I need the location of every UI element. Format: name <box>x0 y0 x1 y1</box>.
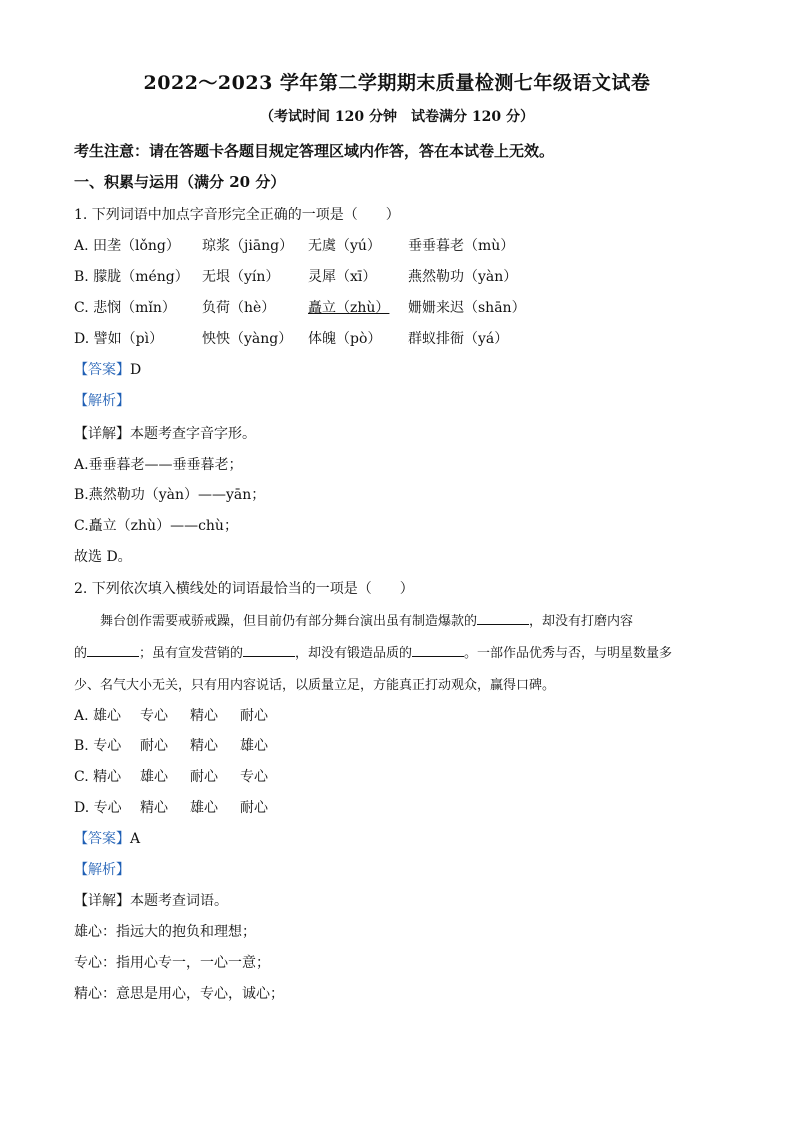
exam-title: 2022～2023 学年第二学期期末质量检测七年级语文试卷 <box>143 72 651 94</box>
q2-passage-text: ，却没有锻造品质的 <box>295 646 413 661</box>
q2-option-b-word3: 精心 <box>190 738 218 754</box>
q2-option-c-word2: 雄心 <box>140 769 168 785</box>
q2-detail <box>74 890 228 910</box>
q2-blank-3[interactable] <box>243 644 295 657</box>
q2-option-a-word3: 精心 <box>190 708 218 724</box>
q2-answer-value: A <box>130 831 141 847</box>
q2-passage-text: 的 <box>74 646 88 661</box>
q1-option-d-word3: 体魄（pò） <box>308 331 382 347</box>
q1-option-b-word1: B. 朦胧（méng） <box>74 269 189 285</box>
q1-option-c-word2: 负荷（hè） <box>202 300 276 316</box>
q1-option-d-word4: 群蚁排衙（yá） <box>408 331 509 347</box>
section-heading: 一、积累与运用（满分 20 分） <box>74 173 286 191</box>
q1-note-b: B.燕然勒功（yàn）——yān； <box>74 487 266 503</box>
q2-analysis-tag <box>74 859 130 879</box>
q2-note-3: 精心：意思是用心，专心，诚心； <box>74 986 284 1002</box>
q1-option-c-word3: 矗立（zhù） <box>308 300 390 316</box>
q2-blank-2[interactable] <box>87 644 139 657</box>
q1-detail-text: 本题考查字音字形。 <box>130 426 256 442</box>
q2-option-c-word1: C. 精心 <box>74 769 122 785</box>
q1-note-a: A.垂垂暮老——垂垂暮老； <box>74 457 243 473</box>
exam-notice: 考生注意：请在答题卡各题目规定答理区域内作答，答在本试卷上无效。 <box>74 142 555 160</box>
q2-detail-text: 本题考查词语。 <box>130 893 228 909</box>
q2-blank-1[interactable] <box>477 612 529 625</box>
q2-answer-tag: 【答案】 <box>74 831 130 847</box>
q1-option-b-word3: 灵犀（xī） <box>308 269 377 285</box>
q1-option-d-word2: 怏怏（yàng） <box>202 331 293 347</box>
q1-option-a-word4: 垂垂暮老（mù） <box>408 238 515 254</box>
q1-answer-tag: 【答案】 <box>74 362 130 378</box>
q2-option-a-word4: 耐心 <box>240 708 268 724</box>
q2-option-b-word1: B. 专心 <box>74 738 122 754</box>
q1-option-a-word1: A. 田垄（lǒng） <box>74 238 180 254</box>
q2-option-c-word3: 耐心 <box>190 769 218 785</box>
q1-option-d-word1: D. 譬如（pì） <box>74 331 164 347</box>
q2-option-d-word2: 精心 <box>140 800 168 816</box>
q1-answer <box>74 359 141 379</box>
q2-passage-line1 <box>74 610 750 629</box>
q2-note-1: 雄心：指远大的抱负和理想； <box>74 924 256 940</box>
q1-analysis-tag <box>74 390 130 410</box>
q1-detail <box>74 423 256 443</box>
q1-detail-tag: 【详解】 <box>74 426 130 442</box>
q2-answer <box>74 828 140 848</box>
q1-option-a-word3: 无虞（yú） <box>308 238 381 254</box>
exam-subtitle: （考试时间 120 分钟 试卷满分 120 分） <box>260 109 534 125</box>
q2-passage-line3: 少、名气大小无关，只有用内容说话，以质量立足，方能真正打动观众，赢得口碑。 <box>74 678 556 693</box>
q1-option-c-word4: 姗姗来迟（shān） <box>408 300 526 316</box>
q2-option-a-word1: A. 雄心 <box>74 708 122 724</box>
q2-option-b-word4: 雄心 <box>240 738 268 754</box>
q2-blank-4[interactable] <box>412 644 464 657</box>
q2-passage-text: ；虽有宣发营销的 <box>139 646 244 661</box>
q2-note-2: 专心：指用心专一，一心一意； <box>74 955 270 971</box>
q1-option-c-word1: C. 悲悯（mǐn） <box>74 300 176 316</box>
q1-note-c: C.矗立（zhù）——chù； <box>74 518 238 534</box>
q1-answer-value: D <box>130 362 142 378</box>
q2-analysis-label: 【解析】 <box>74 862 130 878</box>
q2-option-a-word2: 专心 <box>140 708 168 724</box>
q1-conclusion: 故选 D。 <box>74 549 132 565</box>
q2-passage-text: 。一部作品优秀与否，与明星数量多 <box>464 646 673 661</box>
q2-option-b-word2: 耐心 <box>140 738 168 754</box>
q1-option-b-word2: 无垠（yín） <box>202 269 280 285</box>
q2-option-c-word4: 专心 <box>240 769 268 785</box>
q2-passage-text: ，却没有打磨内容 <box>529 614 634 629</box>
q2-option-d-word1: D. 专心 <box>74 800 122 816</box>
q2-stem: 2. 下列依次填入横线处的词语最恰当的一项是（ ） <box>74 581 414 597</box>
q1-option-a-word2: 琼浆（jiāng） <box>202 238 294 254</box>
q1-analysis-label: 【解析】 <box>74 393 130 409</box>
q2-option-d-word3: 雄心 <box>190 800 218 816</box>
q2-detail-tag: 【详解】 <box>74 893 130 909</box>
q2-passage-text: 舞台创作需要戒骄戒躁，但目前仍有部分舞台演出虽有制造爆款的 <box>100 614 478 629</box>
q1-option-b-word4: 燕然勒功（yàn） <box>408 269 518 285</box>
q2-option-d-word4: 耐心 <box>240 800 268 816</box>
q1-stem: 1. 下列词语中加点字音形完全正确的一项是（ ） <box>74 207 400 223</box>
q2-passage-line2 <box>74 642 724 661</box>
